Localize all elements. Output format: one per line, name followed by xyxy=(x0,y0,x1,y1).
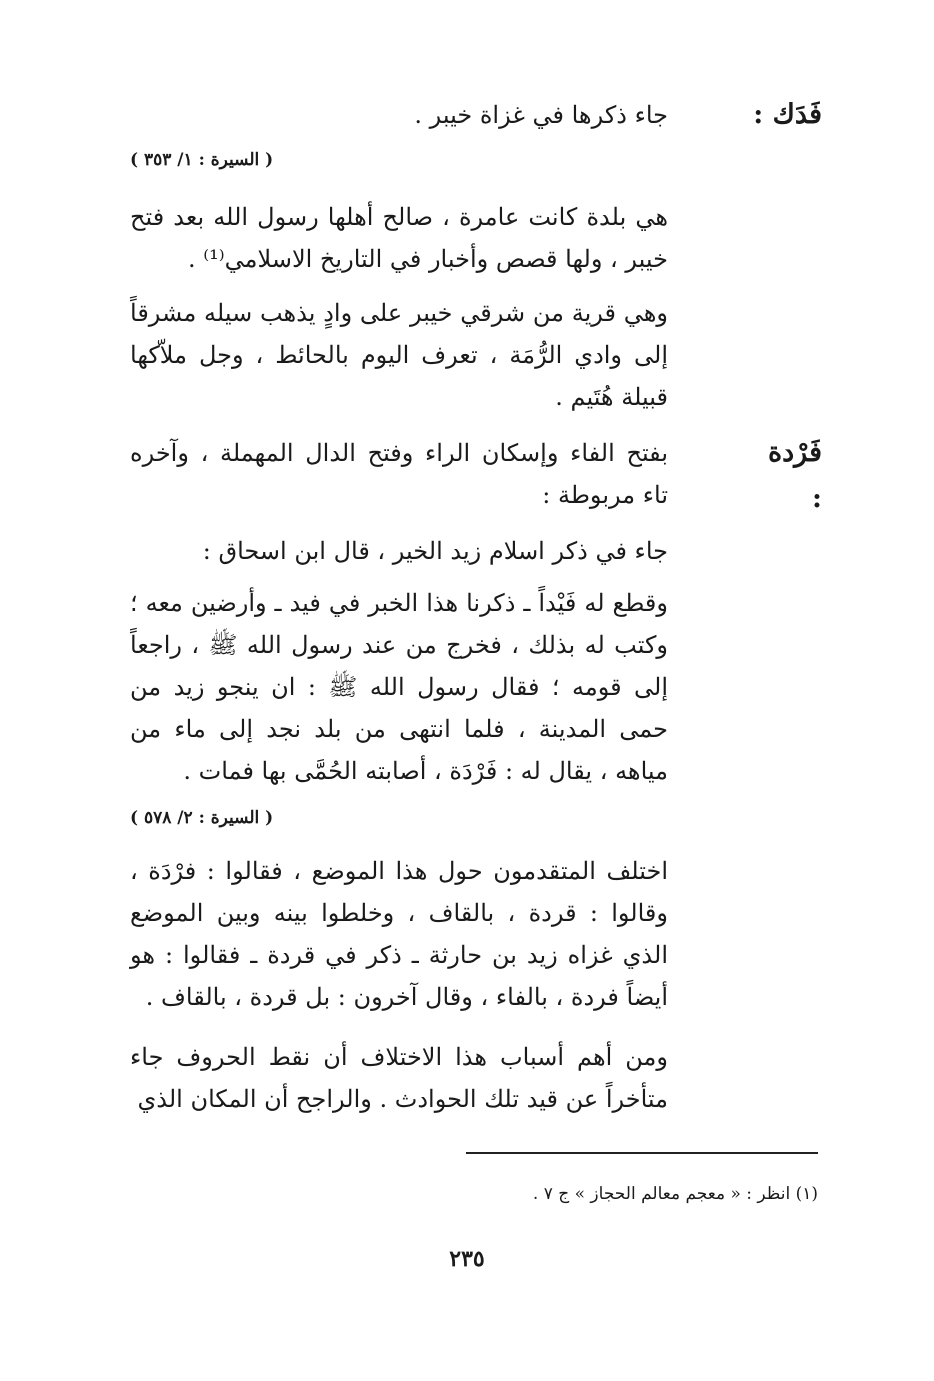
footnote: (١) انظر : « معجم معالم الحجاز » ج ٧ . xyxy=(532,1184,818,1204)
entry-paragraph: جاء ذكرها في غزاة خيبر . xyxy=(414,101,668,129)
entry-paragraph: ومن أهم أسباب هذا الاختلاف أن نقط الحروف جاء متأخراً عن قيد تلك الحوادث . والراجح أن المكان الذي xyxy=(130,1043,668,1113)
footnote-divider xyxy=(466,1152,818,1154)
entry-paragraph: وهي قرية من شرقي خيبر على وادٍ يذهب سيله مشرقاً إلى وادي الرُّمَة ، تعرف اليوم بالحائط ، وجل ملاّكها قبيلة هُتَيم . xyxy=(130,299,668,411)
citation: ( السيرة : ١/ ٣٥٣ ) xyxy=(130,150,274,170)
citation: ( السيرة : ٢/ ٥٧٨ ) xyxy=(130,808,274,828)
entry-paragraph: اختلف المتقدمون حول هذا الموضع ، فقالوا : فرْدَة ، وقالوا : قردة ، بالقاف ، وخلطوا بينه وبين الموضع الذي غزاه زيد بن حارثة ـ ذكر في قردة ـ فقالوا : هو أيضاً فردة ، بالفاء ، وقال آخرون : بل قردة ، بالقاف . xyxy=(130,857,668,1011)
entry-heading-farda: فَرْدة : xyxy=(768,437,822,514)
entry-paragraph: هي بلدة كانت عامرة ، صالح أهلها رسول الله بعد فتح خيبر ، ولها قصص وأخبار في التاريخ الاسلامي⁽¹⁾ . xyxy=(130,203,668,273)
entry-paragraph: بفتح الفاء وإسكان الراء وفتح الدال المهملة ، وآخره تاء مربوطة : xyxy=(130,439,668,509)
entry-paragraph: وقطع له فَيْداً ـ ذكرنا هذا الخبر في فيد ـ وأرضين معه ؛ وكتب له بذلك ، فخرج من عند رسول الله ﷺ ، راجعاً إلى قومه ؛ فقال رسول الله ﷺ : ان ينجو زيد من حمى المدينة ، فلما انتهى من بلد نجد إلى ماء من مياهه ، يقال له : فَرْدَة ، أصابته الحُمَّى بها فمات . xyxy=(130,589,668,785)
page-number: ٢٣٥ xyxy=(449,1246,485,1272)
entry-paragraph: جاء في ذكر اسلام زيد الخير ، قال ابن اسحاق : xyxy=(202,537,668,565)
entry-heading-fadak: فَدَك : xyxy=(753,99,822,130)
